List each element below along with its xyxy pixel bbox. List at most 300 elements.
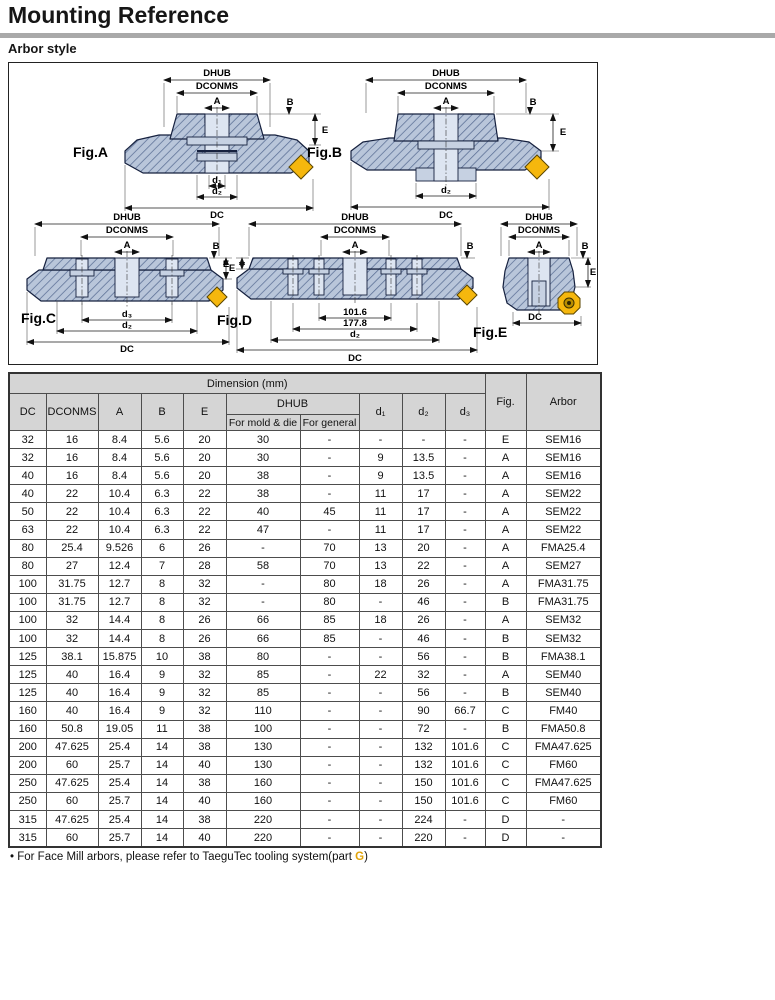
table-cell: 26 <box>183 539 226 557</box>
table-cell: 13.5 <box>402 467 445 485</box>
table-cell: 40 <box>183 829 226 848</box>
table-cell: E <box>485 431 526 449</box>
table-cell: - <box>445 611 485 629</box>
table-cell: 85 <box>226 666 300 684</box>
header-dimension-title: Dimension (mm) <box>9 373 485 394</box>
table-cell: 14.4 <box>98 630 141 648</box>
table-cell: 9 <box>141 666 183 684</box>
table-cell: 40 <box>226 503 300 521</box>
header-col-d2: d₂ <box>402 394 445 431</box>
table-cell: - <box>300 810 359 828</box>
header-col-e: E <box>183 394 226 431</box>
table-cell: 15.875 <box>98 648 141 666</box>
table-cell: 32 <box>183 666 226 684</box>
table-cell: B <box>485 630 526 648</box>
table-cell: 14 <box>141 829 183 848</box>
table-cell: 47 <box>226 521 300 539</box>
table-cell: 50.8 <box>46 720 98 738</box>
table-cell: - <box>226 539 300 557</box>
table-cell: 220 <box>226 829 300 848</box>
table-cell: 13.5 <box>402 449 445 467</box>
table-cell: 22 <box>46 485 98 503</box>
table-cell: - <box>300 467 359 485</box>
table-cell: 100 <box>9 630 46 648</box>
table-cell: 130 <box>226 738 300 756</box>
table-row <box>9 756 601 774</box>
dim-label-dc: DC <box>120 344 134 355</box>
table-cell: 63 <box>9 521 46 539</box>
table-cell: - <box>226 575 300 593</box>
figure-b-label: Fig.B <box>307 144 342 160</box>
table-cell: FMA31.75 <box>526 575 601 593</box>
table-cell: C <box>485 738 526 756</box>
dim-label-dhub: DHUB <box>113 212 141 223</box>
header-col-arbor: Arbor <box>526 373 601 431</box>
table-cell: - <box>445 810 485 828</box>
table-cell: 38.1 <box>46 648 98 666</box>
table-cell: 90 <box>402 702 445 720</box>
dim-label-e: E <box>222 259 230 270</box>
table-cell: 11 <box>141 720 183 738</box>
table-cell: 25.7 <box>98 829 141 848</box>
table-cell: 132 <box>402 738 445 756</box>
table-cell: - <box>445 557 485 575</box>
table-row <box>9 738 601 756</box>
table-cell: 32 <box>9 449 46 467</box>
table-cell: 200 <box>9 756 46 774</box>
table-cell: 80 <box>226 648 300 666</box>
table-cell: - <box>359 792 402 810</box>
dim-label-a: A <box>442 96 450 107</box>
table-cell: 20 <box>183 467 226 485</box>
table-cell: FMA25.4 <box>526 539 601 557</box>
dim-label-a: A <box>213 96 221 107</box>
table-cell: 60 <box>46 829 98 848</box>
table-cell: 22 <box>183 521 226 539</box>
table-cell: - <box>359 630 402 648</box>
table-cell: - <box>526 810 601 828</box>
table-cell: - <box>359 684 402 702</box>
table-cell: 72 <box>402 720 445 738</box>
table-cell: 6 <box>141 539 183 557</box>
table-cell: 50 <box>9 503 46 521</box>
table-cell: 22 <box>402 557 445 575</box>
table-cell: 85 <box>300 611 359 629</box>
dim-label-d2: d₂ <box>440 185 452 196</box>
dim-label-b: B <box>581 241 589 252</box>
table-cell: 20 <box>183 449 226 467</box>
dim-label-b: B <box>286 97 294 108</box>
table-row <box>9 829 601 848</box>
table-cell: 46 <box>402 630 445 648</box>
table-cell: - <box>300 738 359 756</box>
table-cell: C <box>485 792 526 810</box>
table-cell: 45 <box>300 503 359 521</box>
table-cell: 6.3 <box>141 521 183 539</box>
dim-label-dc: DC <box>528 312 542 323</box>
table-cell: A <box>485 485 526 503</box>
table-cell: A <box>485 539 526 557</box>
dim-label-dhub: DHUB <box>525 212 553 223</box>
dimension-table <box>8 372 602 848</box>
table-cell: - <box>300 431 359 449</box>
table-cell: 10.4 <box>98 503 141 521</box>
table-cell: 40 <box>46 702 98 720</box>
table-cell: - <box>300 449 359 467</box>
table-cell: - <box>359 702 402 720</box>
table-cell: 26 <box>183 630 226 648</box>
table-cell: 46 <box>402 593 445 611</box>
table-cell: - <box>526 829 601 848</box>
table-cell: 32 <box>402 666 445 684</box>
table-cell: - <box>445 503 485 521</box>
table-cell: 16 <box>46 449 98 467</box>
table-cell: 85 <box>226 684 300 702</box>
header-col-fig: Fig. <box>485 373 526 431</box>
table-cell: 38 <box>183 774 226 792</box>
table-cell: 160 <box>226 792 300 810</box>
table-cell: 6.3 <box>141 503 183 521</box>
table-cell: 101.6 <box>445 774 485 792</box>
table-cell: - <box>445 720 485 738</box>
table-cell: 8 <box>141 630 183 648</box>
dim-label-dconms: DCONMS <box>424 81 468 92</box>
table-cell: 101.6 <box>445 756 485 774</box>
table-cell: 8 <box>141 611 183 629</box>
dim-label-b: B <box>212 241 220 252</box>
dim-label-d2: d₂ <box>349 329 361 340</box>
table-cell: 19.05 <box>98 720 141 738</box>
dim-label-e: E <box>228 263 236 274</box>
table-row <box>9 648 601 666</box>
table-cell: 18 <box>359 575 402 593</box>
table-cell: A <box>485 575 526 593</box>
table-cell: 26 <box>402 611 445 629</box>
figure-e-label: Fig.E <box>473 324 508 340</box>
table-cell: - <box>445 684 485 702</box>
dim-label-a: A <box>535 240 543 251</box>
table-cell: 100 <box>9 611 46 629</box>
figure-d-label: Fig.D <box>217 312 252 328</box>
header-col-d3: d₃ <box>445 394 485 431</box>
table-cell: 7 <box>141 557 183 575</box>
table-cell: B <box>485 684 526 702</box>
table-cell: C <box>485 702 526 720</box>
footnote-suffix: ) <box>364 851 368 863</box>
table-cell: 38 <box>226 467 300 485</box>
table-cell: 14 <box>141 792 183 810</box>
table-cell: 160 <box>9 702 46 720</box>
table-cell: 12.7 <box>98 593 141 611</box>
table-cell: SEM16 <box>526 467 601 485</box>
table-cell: B <box>485 720 526 738</box>
table-cell: A <box>485 666 526 684</box>
table-cell: 8.4 <box>98 431 141 449</box>
table-cell: - <box>359 738 402 756</box>
table-cell: 100 <box>9 593 46 611</box>
header-col-d1: d₁ <box>359 394 402 431</box>
dim-label-e: E <box>559 127 567 138</box>
table-cell: 150 <box>402 774 445 792</box>
table-cell: 66 <box>226 611 300 629</box>
table-cell: - <box>445 575 485 593</box>
dim-label-a: A <box>351 240 359 251</box>
table-cell: 27 <box>46 557 98 575</box>
figure-a <box>125 68 328 221</box>
table-cell: 40 <box>9 467 46 485</box>
table-cell: 22 <box>183 503 226 521</box>
table-cell: 38 <box>183 648 226 666</box>
table-cell: 17 <box>402 521 445 539</box>
table-cell: 70 <box>300 557 359 575</box>
arbor-figures-panel <box>8 62 598 365</box>
table-cell: 16.4 <box>98 684 141 702</box>
table-row <box>9 666 601 684</box>
table-cell: 130 <box>226 756 300 774</box>
table-cell: SEM22 <box>526 485 601 503</box>
dim-label-177-8: 177.8 <box>343 318 367 329</box>
table-cell: SEM22 <box>526 521 601 539</box>
dim-label-dc: DC <box>439 210 453 221</box>
table-cell: FM60 <box>526 792 601 810</box>
table-cell: 40 <box>183 792 226 810</box>
table-cell: 250 <box>9 774 46 792</box>
footnote-text: For Face Mill arbors, please refer to TaeguTec tooling system(part <box>17 851 356 863</box>
table-cell: 5.6 <box>141 449 183 467</box>
table-cell: 18 <box>359 611 402 629</box>
figure-c-label: Fig.C <box>21 310 56 326</box>
table-cell: 11 <box>359 485 402 503</box>
table-cell: 9 <box>359 467 402 485</box>
table-cell: 60 <box>46 792 98 810</box>
table-cell: 32 <box>183 684 226 702</box>
table-cell: 16 <box>46 467 98 485</box>
table-cell: 100 <box>226 720 300 738</box>
table-cell: 16 <box>46 431 98 449</box>
section-subtitle: Arbor style <box>8 41 77 56</box>
table-cell: 17 <box>402 503 445 521</box>
table-cell: 28 <box>183 557 226 575</box>
header-col-a: A <box>98 394 141 431</box>
table-cell: 38 <box>183 738 226 756</box>
table-cell: 32 <box>46 630 98 648</box>
table-cell: 25.4 <box>98 810 141 828</box>
table-cell: - <box>445 829 485 848</box>
table-cell: - <box>359 756 402 774</box>
table-cell: 5.6 <box>141 431 183 449</box>
table-cell: 32 <box>9 431 46 449</box>
table-cell: - <box>402 431 445 449</box>
table-row <box>9 593 601 611</box>
table-cell: 30 <box>226 431 300 449</box>
insert-screw-center-icon <box>567 301 571 305</box>
table-cell: SEM27 <box>526 557 601 575</box>
table-cell: 66.7 <box>445 702 485 720</box>
table-cell: - <box>300 756 359 774</box>
table-cell: 25.7 <box>98 756 141 774</box>
table-cell: 125 <box>9 648 46 666</box>
table-cell: FMA50.8 <box>526 720 601 738</box>
table-cell: FMA47.625 <box>526 738 601 756</box>
table-cell: 20 <box>183 431 226 449</box>
footnote-part-ref: G <box>355 851 365 863</box>
table-cell: FMA38.1 <box>526 648 601 666</box>
table-cell: 220 <box>226 810 300 828</box>
table-cell: 10.4 <box>98 521 141 539</box>
table-cell: SEM32 <box>526 630 601 648</box>
table-cell: SEM32 <box>526 611 601 629</box>
table-cell: - <box>300 829 359 848</box>
table-cell: 13 <box>359 557 402 575</box>
table-cell: 125 <box>9 666 46 684</box>
table-cell: A <box>485 467 526 485</box>
table-cell: 30 <box>226 449 300 467</box>
table-cell: FMA47.625 <box>526 774 601 792</box>
header-col-dc: DC <box>9 394 46 431</box>
table-cell: - <box>359 431 402 449</box>
table-cell: - <box>445 539 485 557</box>
dim-label-e: E <box>321 125 329 136</box>
table-cell: - <box>300 648 359 666</box>
table-cell: A <box>485 521 526 539</box>
table-cell: 85 <box>300 630 359 648</box>
table-row <box>9 630 601 648</box>
table-cell: SEM40 <box>526 684 601 702</box>
table-row <box>9 485 601 503</box>
table-cell: B <box>485 593 526 611</box>
table-cell: 40 <box>46 684 98 702</box>
table-cell: 125 <box>9 684 46 702</box>
arbor-figures-diagram <box>9 63 597 363</box>
dim-label-d2: d₂ <box>211 186 223 197</box>
table-cell: A <box>485 449 526 467</box>
table-cell: - <box>226 593 300 611</box>
dim-label-dconms: DCONMS <box>195 81 239 92</box>
figure-a-label: Fig.A <box>73 144 108 160</box>
table-cell: 9 <box>359 449 402 467</box>
table-cell: 16.4 <box>98 702 141 720</box>
table-cell: - <box>300 792 359 810</box>
table-cell: 9 <box>141 684 183 702</box>
table-cell: 9 <box>141 702 183 720</box>
table-cell: 220 <box>402 829 445 848</box>
table-cell: 70 <box>300 539 359 557</box>
table-cell: 32 <box>183 575 226 593</box>
table-cell: 101.6 <box>445 792 485 810</box>
table-cell: 32 <box>183 593 226 611</box>
dim-label-d3: d₃ <box>121 309 133 320</box>
table-cell: 14 <box>141 756 183 774</box>
footnote-bullet: • <box>10 851 15 863</box>
table-cell: 150 <box>402 792 445 810</box>
table-cell: 11 <box>359 503 402 521</box>
table-cell: 315 <box>9 829 46 848</box>
table-cell: - <box>359 829 402 848</box>
table-cell: A <box>485 557 526 575</box>
table-cell: - <box>359 810 402 828</box>
table-cell: 10.4 <box>98 485 141 503</box>
table-cell: 66 <box>226 630 300 648</box>
table-cell: 22 <box>46 521 98 539</box>
table-cell: 22 <box>46 503 98 521</box>
table-row <box>9 503 601 521</box>
dim-label-d1: d₁ <box>212 175 222 186</box>
table-cell: - <box>300 702 359 720</box>
table-cell: 12.4 <box>98 557 141 575</box>
table-cell: FMA31.75 <box>526 593 601 611</box>
dim-label-101-6: 101.6 <box>343 307 367 318</box>
table-cell: 80 <box>300 593 359 611</box>
table-cell: - <box>359 774 402 792</box>
header-col-dhub-general: For general <box>300 415 359 431</box>
table-cell: 10 <box>141 648 183 666</box>
table-cell: - <box>300 684 359 702</box>
dim-label-d2: d₂ <box>121 320 133 331</box>
table-cell: 14 <box>141 738 183 756</box>
dim-label-dhub: DHUB <box>203 68 231 79</box>
table-cell: 14 <box>141 810 183 828</box>
table-cell: 32 <box>183 702 226 720</box>
table-cell: 26 <box>402 575 445 593</box>
table-cell: 14 <box>141 774 183 792</box>
table-cell: 60 <box>46 756 98 774</box>
table-cell: - <box>445 666 485 684</box>
table-cell: 16.4 <box>98 666 141 684</box>
dimension-table-body <box>9 431 601 848</box>
table-cell: - <box>359 720 402 738</box>
header-col-dconms: DCONMS <box>46 394 98 431</box>
figure-d <box>223 212 477 363</box>
table-cell: - <box>445 593 485 611</box>
table-cell: 224 <box>402 810 445 828</box>
table-cell: 8.4 <box>98 467 141 485</box>
table-row <box>9 684 601 702</box>
table-cell: 6.3 <box>141 485 183 503</box>
table-cell: 40 <box>46 666 98 684</box>
table-cell: - <box>359 593 402 611</box>
table-cell: - <box>445 630 485 648</box>
table-cell: - <box>300 485 359 503</box>
table-cell: A <box>485 503 526 521</box>
table-row <box>9 702 601 720</box>
title-rule <box>0 33 775 38</box>
header-col-b: B <box>141 394 183 431</box>
table-cell: 80 <box>300 575 359 593</box>
table-cell: 22 <box>359 666 402 684</box>
table-row <box>9 467 601 485</box>
table-cell: FM60 <box>526 756 601 774</box>
table-cell: 80 <box>9 539 46 557</box>
table-cell: 38 <box>183 720 226 738</box>
table-cell: SEM16 <box>526 431 601 449</box>
table-cell: - <box>300 666 359 684</box>
table-cell: 160 <box>9 720 46 738</box>
table-cell: 315 <box>9 810 46 828</box>
table-cell: 58 <box>226 557 300 575</box>
table-cell: - <box>300 720 359 738</box>
table-cell: 80 <box>9 557 46 575</box>
table-cell: 8 <box>141 593 183 611</box>
table-cell: 38 <box>183 810 226 828</box>
table-row <box>9 449 601 467</box>
table-cell: 110 <box>226 702 300 720</box>
table-cell: 40 <box>183 756 226 774</box>
dim-label-dhub: DHUB <box>341 212 369 223</box>
dim-label-e: E <box>589 267 597 278</box>
table-cell: B <box>485 648 526 666</box>
table-cell: C <box>485 774 526 792</box>
table-row <box>9 557 601 575</box>
